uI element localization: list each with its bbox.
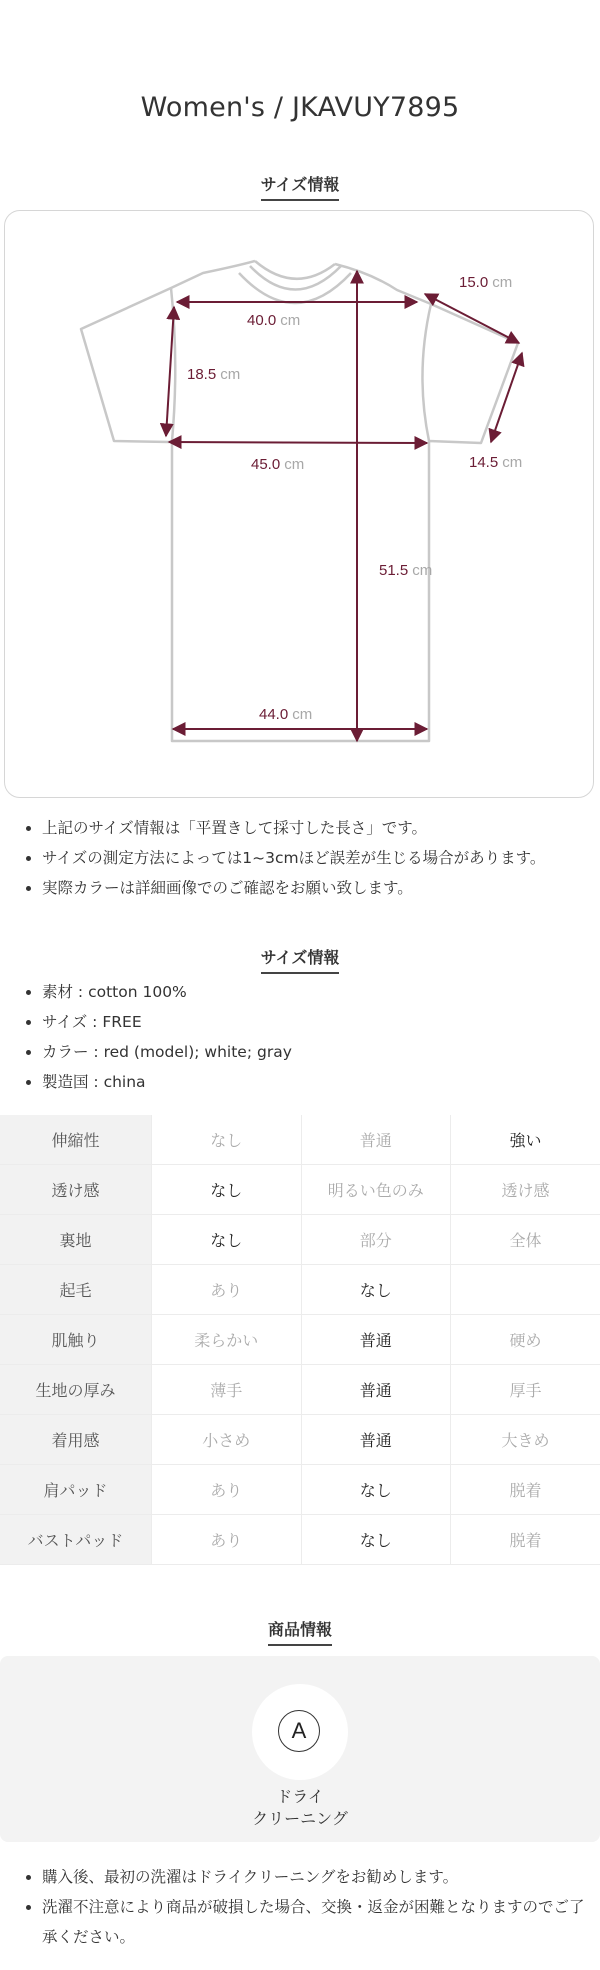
option-cell: 普通 [301, 1115, 451, 1165]
sleeve-opening-line [491, 353, 522, 442]
size-diagram [4, 210, 594, 798]
option-cell [451, 1265, 600, 1315]
row-label: 肌触り [0, 1315, 152, 1365]
table-row [0, 1415, 600, 1465]
fabric-properties-table [0, 1115, 600, 1565]
care-icon-circle [252, 1684, 348, 1780]
row-label: 起毛 [0, 1265, 152, 1315]
list-item: • カラー : red (model); white; gray [42, 1037, 600, 1067]
option-cell: 薄手 [152, 1365, 302, 1415]
product-detail-list [22, 977, 600, 1097]
row-label: 肩パッド [0, 1465, 152, 1515]
option-cell: あり [152, 1515, 302, 1565]
size-notes-list [22, 813, 600, 903]
option-cell: 部分 [301, 1215, 451, 1265]
list-item: • 購入後、最初の洗濯はドライクリーニングをお勧めします。 [42, 1862, 597, 1892]
option-cell: なし [152, 1115, 302, 1165]
option-cell: 厚手 [451, 1365, 600, 1415]
sleeve-length-label: 15.0 cm [459, 274, 513, 291]
row-label: 生地の厚み [0, 1365, 152, 1415]
option-cell: 柔らかい [152, 1315, 302, 1365]
option-cell: 大きめ [451, 1415, 600, 1465]
care-panel [0, 1656, 600, 1842]
option-cell: 脱着 [451, 1515, 600, 1565]
table-row [0, 1265, 600, 1315]
product-detail-heading: サイズ情報 [0, 945, 600, 974]
option-cell-selected: なし [301, 1515, 451, 1565]
row-label: バストパッド [0, 1515, 152, 1565]
option-cell: 明るい色のみ [301, 1165, 451, 1215]
table-row [0, 1365, 600, 1415]
sleeve-opening-label: 14.5 cm [469, 454, 523, 471]
list-item: • 製造国 : china [42, 1067, 600, 1097]
option-cell-selected: 普通 [301, 1415, 451, 1465]
list-item: • サイズ : FREE [42, 1007, 600, 1037]
care-label: ドライ クリーニング [252, 1787, 348, 1828]
option-cell: あり [152, 1265, 302, 1315]
table-row [0, 1215, 600, 1265]
sleeve-length-line [425, 294, 519, 343]
chest-label: 45.0 cm [251, 456, 305, 473]
armhole-label: 18.5 cm [187, 366, 241, 383]
row-label: 伸縮性 [0, 1115, 152, 1165]
list-item: • 上記のサイズ情報は「平置きして採寸した長さ」です。 [42, 813, 600, 843]
option-cell-selected: 普通 [301, 1315, 451, 1365]
hem-label: 44.0 cm [259, 706, 313, 723]
chest-line [169, 442, 427, 443]
list-item: • 素材 : cotton 100% [42, 977, 600, 1007]
shoulder-label: 40.0 cm [247, 312, 301, 329]
product-title: Women's / JKAVUY7895 [140, 92, 460, 123]
option-cell: あり [152, 1465, 302, 1515]
option-cell: 硬め [451, 1315, 600, 1365]
option-cell-selected: なし [301, 1465, 451, 1515]
row-label: 透け感 [0, 1165, 152, 1215]
table-row [0, 1315, 600, 1365]
option-cell: 脱着 [451, 1465, 600, 1515]
list-item: • サイズの測定方法によっては1~3cmほど誤差が生じる場合があります。 [42, 843, 600, 873]
option-cell: 小さめ [152, 1415, 302, 1465]
care-notes-list [22, 1862, 597, 1952]
option-cell-selected: なし [152, 1165, 302, 1215]
option-cell-selected: なし [152, 1215, 302, 1265]
option-cell-selected: なし [301, 1265, 451, 1315]
table-row [0, 1165, 600, 1215]
row-label: 着用感 [0, 1415, 152, 1465]
option-cell: 全体 [451, 1215, 600, 1265]
table-row [0, 1115, 600, 1165]
shirt-outline-icon [81, 261, 518, 741]
option-cell-selected: 強い [451, 1115, 600, 1165]
dry-cleaning-icon: A [278, 1710, 320, 1752]
table-row [0, 1515, 600, 1565]
option-cell: 透け感 [451, 1165, 600, 1215]
table-row [0, 1465, 600, 1515]
list-item: • 洗濯不注意により商品が破損した場合、交換・返金が困難となりますのでご了承ください。 [42, 1892, 597, 1952]
list-item: • 実際カラーは詳細画像でのご確認をお願い致します。 [42, 873, 600, 903]
size-info-heading: サイズ情報 [0, 172, 600, 201]
t-shirt-diagram [5, 211, 595, 799]
row-label: 裏地 [0, 1215, 152, 1265]
option-cell-selected: 普通 [301, 1365, 451, 1415]
care-info-heading: 商品情報 [0, 1617, 600, 1646]
total-length-label: 51.5 cm [379, 562, 433, 579]
